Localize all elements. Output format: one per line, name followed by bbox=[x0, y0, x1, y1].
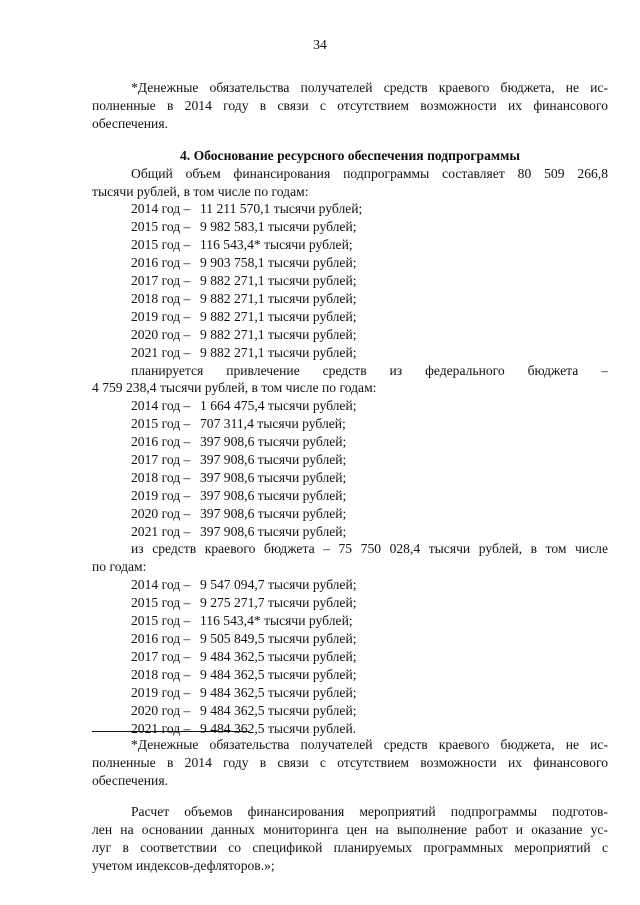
list-item: 2020 год – 9 484 362,5 тысячи рублей; bbox=[131, 703, 357, 718]
top-note-line-1: *Денежные обязательства получателей средств краевого бюджета, не ис- bbox=[131, 80, 608, 95]
list-item: 2021 год – 9 484 362,5 тысячи рублей. bbox=[131, 721, 357, 736]
regional-intro-line-1: из средств краевого бюджета – 75 750 028,4 тысячи рублей, в том числе bbox=[131, 541, 608, 556]
top-note-line-2: полненные в 2014 году в связи с отсутствием возможности их финансового bbox=[92, 98, 608, 113]
footnote-divider bbox=[92, 731, 249, 732]
closing-line-4: учетом индексов-дефляторов.»; bbox=[92, 858, 275, 873]
list-item: 2014 год – 9 547 094,7 тысячи рублей; bbox=[131, 577, 357, 592]
list-item: 2015 год – 9 982 583,1 тысячи рублей; bbox=[131, 219, 357, 234]
list-item: 2016 год – 9 903 758,1 тысячи рублей; bbox=[131, 255, 357, 270]
list-item: 2015 год – 116 543,4* тысячи рублей; bbox=[131, 613, 353, 628]
list-item: 2018 год – 9 484 362,5 тысячи рублей; bbox=[131, 667, 357, 682]
list-item: 2019 год – 9 882 271,1 тысячи рублей; bbox=[131, 309, 357, 324]
list-item: 2014 год – 1 664 475,4 тысячи рублей; bbox=[131, 398, 357, 413]
footnote-line-3: обеспечения. bbox=[92, 773, 168, 788]
list-item: 2017 год – 397 908,6 тысячи рублей; bbox=[131, 452, 347, 467]
footnote-line-2: полненные в 2014 году в связи с отсутствием возможности их финансового bbox=[92, 755, 608, 770]
page-number: 34 bbox=[313, 37, 327, 52]
list-item: 2016 год – 9 505 849,5 тысячи рублей; bbox=[131, 631, 357, 646]
closing-line-2: лен на основании данных мониторинга цен на выполнение работ и оказание ус- bbox=[92, 822, 608, 837]
closing-line-1: Расчет объемов финансирования мероприятий подпрограммы подготов- bbox=[131, 804, 608, 819]
list-item: 2020 год – 9 882 271,1 тысячи рублей; bbox=[131, 327, 357, 342]
list-item: 2017 год – 9 484 362,5 тысячи рублей; bbox=[131, 649, 357, 664]
federal-intro-line-2: 4 759 238,4 тысячи рублей, в том числе по годам: bbox=[92, 380, 377, 395]
closing-line-3: луг в соответствии со спецификой планируемых программных мероприятий с bbox=[92, 840, 608, 855]
list-item: 2021 год – 9 882 271,1 тысячи рублей; bbox=[131, 345, 357, 360]
section-title: 4. Обоснование ресурсного обеспечения подпрограммы bbox=[179, 148, 521, 163]
total-intro-line-1: Общий объем финансирования подпрограммы составляет 80 509 266,8 bbox=[131, 166, 608, 181]
top-note-line-3: обеспечения. bbox=[92, 116, 168, 131]
list-item: 2016 год – 397 908,6 тысячи рублей; bbox=[131, 434, 347, 449]
list-item: 2015 год – 9 275 271,7 тысячи рублей; bbox=[131, 595, 357, 610]
list-item: 2018 год – 9 882 271,1 тысячи рублей; bbox=[131, 291, 357, 306]
list-item: 2018 год – 397 908,6 тысячи рублей; bbox=[131, 470, 347, 485]
list-item: 2014 год – 11 211 570,1 тысячи рублей; bbox=[131, 201, 363, 216]
list-item: 2021 год – 397 908,6 тысячи рублей; bbox=[131, 524, 347, 539]
list-item: 2015 год – 116 543,4* тысячи рублей; bbox=[131, 237, 353, 252]
federal-intro-line-1: планируется привлечение средств из федерального бюджета – bbox=[131, 363, 608, 378]
list-item: 2019 год – 9 484 362,5 тысячи рублей; bbox=[131, 685, 357, 700]
footnote-line-1: *Денежные обязательства получателей средств краевого бюджета, не ис- bbox=[131, 737, 608, 752]
list-item: 2019 год – 397 908,6 тысячи рублей; bbox=[131, 488, 347, 503]
list-item: 2017 год – 9 882 271,1 тысячи рублей; bbox=[131, 273, 357, 288]
list-item: 2020 год – 397 908,6 тысячи рублей; bbox=[131, 506, 347, 521]
list-item: 2015 год – 707 311,4 тысячи рублей; bbox=[131, 416, 346, 431]
total-intro-line-2: тысячи рублей, в том числе по годам: bbox=[92, 184, 309, 199]
regional-intro-line-2: по годам: bbox=[92, 559, 147, 574]
